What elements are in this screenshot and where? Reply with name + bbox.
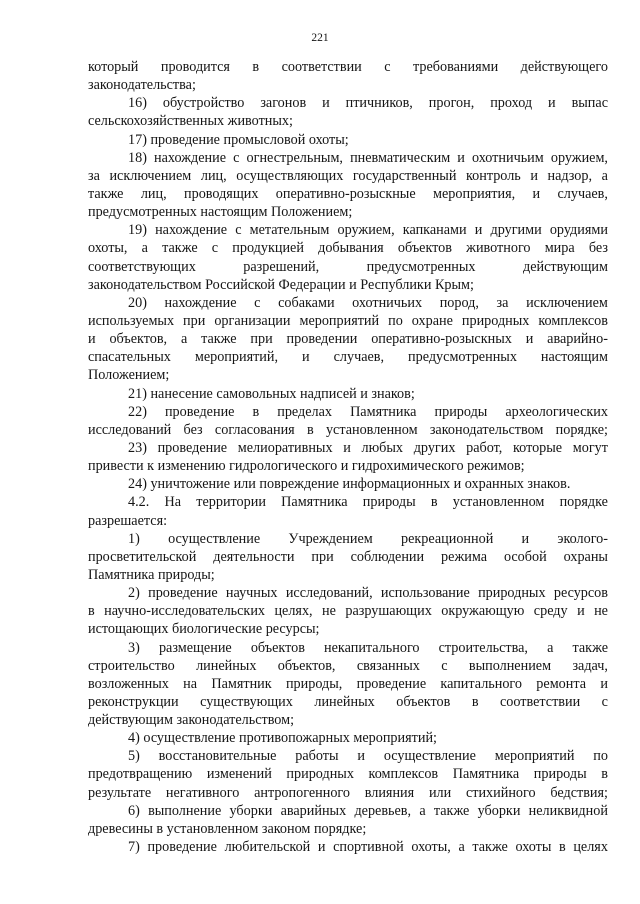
text-word: природы bbox=[533, 766, 587, 783]
text-word: и bbox=[530, 167, 538, 184]
text-word: проведение bbox=[147, 839, 217, 856]
text-word: исследований bbox=[88, 421, 172, 438]
text-line: привести к изменению гидрологического и гидрохимического режимов; bbox=[88, 458, 525, 475]
text-word: животного bbox=[466, 240, 531, 257]
text-word: 3) bbox=[128, 639, 140, 656]
text-word: 20) bbox=[128, 294, 147, 311]
text-line bbox=[88, 58, 608, 76]
text-word: работ, bbox=[466, 439, 503, 456]
text-line bbox=[88, 149, 608, 167]
text-word: исключением bbox=[526, 294, 608, 311]
text-word: огнестрельным, bbox=[246, 149, 343, 166]
text-word: с bbox=[235, 222, 242, 239]
text-word: охотничьим bbox=[471, 149, 544, 166]
text-word: а bbox=[141, 240, 148, 257]
text-word: спасательных bbox=[88, 349, 171, 366]
text-word: окружающую bbox=[441, 603, 525, 620]
text-word: мероприятий bbox=[494, 748, 575, 765]
text-word: проведение bbox=[164, 403, 235, 420]
text-word: установленном bbox=[452, 494, 545, 511]
text-line bbox=[88, 348, 608, 366]
text-line: законодательством Российской Федерации и Республики Крым; bbox=[88, 276, 474, 293]
text-line bbox=[88, 584, 608, 602]
text-word: целях bbox=[573, 839, 608, 856]
text-word: обустройство bbox=[162, 95, 245, 112]
text-word: ремонта bbox=[536, 675, 587, 692]
text-line bbox=[88, 765, 608, 783]
text-word: 5) bbox=[128, 748, 140, 765]
text-word: комплексов bbox=[538, 312, 608, 329]
text-word: разрушающих bbox=[345, 603, 432, 620]
text-word: который bbox=[88, 59, 139, 75]
text-word: собаками bbox=[278, 294, 335, 311]
text-line: древесины в установленном законом порядке; bbox=[88, 820, 367, 837]
text-line bbox=[88, 94, 608, 112]
text-word: осуществляющих bbox=[236, 167, 344, 184]
text-line bbox=[88, 439, 608, 457]
text-line bbox=[88, 657, 608, 675]
text-word: и bbox=[577, 603, 585, 620]
text-word: не bbox=[594, 603, 608, 620]
text-line: действующим законодательством; bbox=[88, 712, 295, 729]
text-word: охотничьих bbox=[352, 294, 423, 311]
text-word: 6) bbox=[128, 802, 140, 819]
text-word: проход bbox=[490, 95, 533, 112]
text-word: порядке bbox=[559, 494, 608, 511]
text-word: объектов, bbox=[277, 657, 336, 674]
text-word: действующим bbox=[522, 258, 608, 275]
document-body bbox=[88, 58, 608, 856]
text-word: добывания bbox=[318, 240, 384, 257]
text-word: законодательством bbox=[429, 421, 544, 438]
text-line: 24) уничтожение или повреждение информационных и охранных знаков. bbox=[128, 476, 571, 493]
text-word: капканами bbox=[402, 222, 467, 239]
text-line bbox=[88, 747, 608, 765]
text-word: задач, bbox=[572, 657, 608, 674]
text-word: а bbox=[180, 331, 188, 348]
text-word: действующего bbox=[520, 59, 608, 75]
text-word: охране bbox=[411, 312, 453, 329]
text-word: уборки bbox=[229, 802, 273, 819]
text-word: режима bbox=[441, 548, 488, 565]
text-word: объектов, bbox=[109, 331, 168, 348]
text-word: охоты, bbox=[411, 839, 451, 856]
text-line bbox=[88, 675, 608, 693]
text-word: На bbox=[164, 494, 182, 511]
text-word: проводящих bbox=[184, 185, 259, 202]
text-word: рекреационной bbox=[401, 530, 494, 547]
text-word: строительство bbox=[88, 657, 175, 674]
text-word: нахождение bbox=[154, 149, 227, 166]
text-line: 21) нанесение самовольных надписей и знаков; bbox=[128, 385, 415, 402]
text-word: соблюдении bbox=[350, 548, 425, 565]
text-word: а bbox=[419, 802, 426, 819]
text-word: 4.2. bbox=[128, 494, 150, 511]
text-word: любых bbox=[361, 439, 404, 456]
text-word: мероприятий bbox=[299, 312, 380, 329]
text-word: эколого- bbox=[557, 530, 608, 547]
text-word: природных bbox=[478, 585, 546, 602]
text-word: проведение bbox=[157, 439, 228, 456]
text-line: предусмотренных настоящим Положением; bbox=[88, 204, 353, 221]
text-word: и bbox=[525, 331, 534, 348]
text-line: 4) осуществление противопожарных мероприятий; bbox=[128, 730, 437, 747]
text-word: аварийных bbox=[280, 802, 347, 819]
text-line bbox=[88, 330, 608, 348]
text-line bbox=[88, 312, 608, 330]
text-line bbox=[88, 693, 608, 711]
text-word: неликвидной bbox=[528, 802, 608, 819]
text-word: некапитального bbox=[324, 639, 420, 656]
text-word: природы bbox=[362, 494, 416, 511]
text-word: также bbox=[88, 185, 124, 202]
text-word: метательным bbox=[249, 222, 330, 239]
text-line: разрешается: bbox=[88, 512, 168, 529]
text-word: контроль bbox=[465, 167, 521, 184]
text-word: и bbox=[600, 675, 608, 692]
text-word: других bbox=[413, 439, 456, 456]
text-word: настоящим bbox=[540, 349, 608, 366]
text-word: и bbox=[457, 149, 465, 166]
text-word: и bbox=[317, 839, 326, 856]
text-word: мероприятия, bbox=[433, 185, 516, 202]
text-word: Памятника bbox=[350, 403, 417, 420]
text-word: просветительской bbox=[88, 548, 197, 565]
text-word: пределах bbox=[277, 403, 333, 420]
text-word: предусмотренных bbox=[366, 258, 476, 275]
text-word: другими bbox=[490, 222, 542, 239]
text-word: надзор, bbox=[547, 167, 593, 184]
text-word: осуществление bbox=[383, 748, 476, 765]
text-word: связанных bbox=[356, 657, 420, 674]
text-word: Учреждением bbox=[288, 530, 373, 547]
text-line bbox=[88, 294, 608, 312]
text-word: влияния bbox=[364, 784, 415, 801]
text-word: Памятник bbox=[211, 675, 272, 692]
text-line: законодательства; bbox=[88, 77, 196, 94]
text-word: и bbox=[322, 95, 330, 112]
text-word: любительской bbox=[224, 839, 311, 856]
text-word: без bbox=[588, 240, 608, 257]
text-word: также bbox=[162, 240, 198, 257]
text-word: с bbox=[233, 149, 240, 166]
text-word: выпас bbox=[571, 95, 608, 112]
text-word: случаев, bbox=[333, 349, 385, 366]
text-line: сельскохозяйственных животных; bbox=[88, 113, 293, 130]
text-word: 7) bbox=[128, 839, 140, 856]
text-word: аварийно- bbox=[547, 331, 608, 348]
text-word: без bbox=[183, 421, 203, 438]
text-line bbox=[88, 802, 608, 820]
text-word: бедствия; bbox=[550, 784, 608, 801]
text-word: соответствующих bbox=[88, 258, 196, 275]
text-word: мира bbox=[544, 240, 575, 257]
text-word: пород, bbox=[439, 294, 479, 311]
text-word: Памятника bbox=[452, 766, 520, 783]
text-word: в bbox=[88, 603, 95, 620]
text-word: особой bbox=[503, 548, 547, 565]
text-line bbox=[88, 784, 608, 802]
text-word: при bbox=[250, 331, 273, 348]
text-word: в bbox=[252, 59, 260, 75]
text-word: в bbox=[559, 839, 566, 856]
text-word: проведение bbox=[148, 585, 218, 602]
text-word: порядке; bbox=[555, 421, 608, 438]
text-word: 18) bbox=[128, 149, 147, 166]
text-word: уборки bbox=[477, 802, 521, 819]
text-word: оружием, bbox=[337, 222, 395, 239]
text-word: научно-исследовательских bbox=[104, 603, 266, 620]
text-word: также bbox=[433, 802, 470, 819]
text-word: негативного bbox=[165, 784, 240, 801]
text-word: Памятника bbox=[281, 494, 348, 511]
text-word: также bbox=[472, 839, 508, 856]
text-line: Положением; bbox=[88, 367, 170, 384]
text-word: объектов bbox=[396, 693, 451, 710]
text-word: проводится bbox=[160, 59, 230, 75]
text-word: при bbox=[311, 548, 334, 565]
text-line bbox=[88, 167, 608, 185]
text-word: на bbox=[183, 675, 198, 692]
text-word: охоты bbox=[515, 839, 552, 856]
text-word: 16) bbox=[128, 95, 147, 112]
text-word: стихийного bbox=[465, 784, 536, 801]
text-word: или bbox=[428, 784, 452, 801]
text-word: исключением bbox=[109, 167, 192, 184]
text-word: также bbox=[572, 639, 608, 656]
text-word: которые bbox=[512, 439, 563, 456]
text-word: антропогенного bbox=[254, 784, 350, 801]
text-word: реконструкции bbox=[88, 693, 179, 710]
text-word: целях, bbox=[274, 603, 313, 620]
text-word: проведение bbox=[356, 675, 427, 692]
text-word: строительства, bbox=[438, 639, 528, 656]
text-word: и bbox=[532, 185, 541, 202]
text-word: лиц, bbox=[200, 167, 227, 184]
text-word: среду bbox=[533, 603, 568, 620]
text-word: прогон, bbox=[428, 95, 475, 112]
text-word: с bbox=[211, 240, 219, 257]
text-word: птичников, bbox=[345, 95, 413, 112]
text-word: при bbox=[183, 312, 206, 329]
text-word: с bbox=[384, 59, 391, 75]
text-word: возложенных bbox=[88, 675, 169, 692]
text-word: объектов bbox=[397, 240, 452, 257]
text-word: использование bbox=[380, 585, 470, 602]
text-word: за bbox=[496, 294, 509, 311]
text-word: 19) bbox=[128, 222, 147, 239]
text-line bbox=[88, 258, 608, 276]
text-word: 22) bbox=[128, 403, 147, 420]
text-word: а bbox=[547, 639, 554, 656]
text-word: 1) bbox=[128, 530, 140, 547]
text-word: 2) bbox=[128, 585, 140, 602]
text-word: лиц, bbox=[140, 185, 167, 202]
text-word: мероприятий, bbox=[194, 349, 279, 366]
text-line bbox=[88, 493, 608, 511]
text-word: осуществление bbox=[168, 530, 261, 547]
text-word: а bbox=[601, 167, 608, 184]
text-line bbox=[88, 639, 608, 657]
text-word: в bbox=[471, 693, 479, 710]
text-word: в bbox=[252, 403, 260, 420]
text-word: и bbox=[343, 439, 351, 456]
text-line: 17) проведение промысловой охоты; bbox=[128, 131, 349, 148]
text-word: установленном bbox=[325, 421, 418, 438]
text-word: выполнение bbox=[148, 802, 222, 819]
text-word: используемых bbox=[88, 312, 175, 329]
text-word: государственный bbox=[352, 167, 457, 184]
text-word: изменений bbox=[206, 766, 272, 783]
text-word: а bbox=[458, 839, 465, 856]
text-word: в bbox=[430, 494, 438, 511]
text-line bbox=[88, 838, 608, 856]
text-word: организации bbox=[214, 312, 291, 329]
text-word: выполнением bbox=[468, 657, 552, 674]
text-word: случаев, bbox=[557, 185, 608, 202]
text-word: по bbox=[388, 312, 403, 329]
text-word: орудиями bbox=[549, 222, 608, 239]
text-word: научных bbox=[225, 585, 278, 602]
text-word: и bbox=[357, 748, 365, 765]
text-line bbox=[88, 602, 608, 620]
text-word: деревьев, bbox=[354, 802, 412, 819]
text-word: не bbox=[322, 603, 336, 620]
text-line bbox=[88, 221, 608, 239]
text-word: объектов bbox=[250, 639, 305, 656]
text-line: Памятника природы; bbox=[88, 566, 215, 583]
text-word: соответствии bbox=[281, 59, 362, 75]
text-line bbox=[88, 530, 608, 548]
text-word: 23) bbox=[128, 439, 147, 456]
text-word: в bbox=[601, 766, 608, 783]
text-word: могут bbox=[572, 439, 608, 456]
text-word: соответствии bbox=[500, 693, 581, 710]
text-word: восстановительные bbox=[158, 748, 277, 765]
text-word: археологических bbox=[505, 403, 608, 420]
text-word: проведении bbox=[286, 331, 358, 348]
text-word: согласования bbox=[214, 421, 295, 438]
text-word: размещение bbox=[158, 639, 232, 656]
text-word: с bbox=[441, 657, 448, 674]
text-word: разрешений, bbox=[243, 258, 320, 275]
text-word: пневматическим bbox=[350, 149, 451, 166]
text-word: в bbox=[306, 421, 314, 438]
text-word: линейных bbox=[314, 693, 375, 710]
text-word: территории bbox=[196, 494, 266, 511]
text-word: существующих bbox=[200, 693, 293, 710]
text-word: природных bbox=[286, 766, 354, 783]
text-word: и bbox=[474, 222, 483, 239]
text-word: спортивной bbox=[333, 839, 404, 856]
text-word: природы bbox=[434, 403, 488, 420]
text-word: капитального bbox=[440, 675, 522, 692]
text-word: также bbox=[201, 331, 237, 348]
text-word: нахождение bbox=[164, 294, 237, 311]
text-word: оружием, bbox=[550, 149, 608, 166]
text-line bbox=[88, 403, 608, 421]
text-word: загонов bbox=[260, 95, 307, 112]
text-word: результате bbox=[88, 784, 152, 801]
text-word: природы, bbox=[285, 675, 343, 692]
text-word: и bbox=[521, 530, 530, 547]
text-word: охраны bbox=[563, 548, 608, 565]
text-word: с bbox=[254, 294, 261, 311]
text-word: ресурсов bbox=[553, 585, 608, 602]
text-word: нахождение bbox=[155, 222, 228, 239]
text-word: за bbox=[88, 167, 100, 184]
text-word: охоты, bbox=[88, 240, 128, 257]
text-word: природных bbox=[461, 312, 530, 329]
text-line bbox=[88, 185, 608, 203]
text-word: работы bbox=[295, 748, 339, 765]
text-word: оперативно-розыскных bbox=[371, 331, 512, 348]
text-word: с bbox=[601, 693, 608, 710]
text-word: предусмотренных bbox=[408, 349, 517, 366]
text-line: истощающих биологические ресурсы; bbox=[88, 621, 320, 638]
text-word: и bbox=[88, 331, 96, 348]
text-word: деятельности bbox=[213, 548, 295, 565]
text-word: и bbox=[548, 95, 556, 112]
text-word: продукцией bbox=[232, 240, 304, 257]
text-word: требованиями bbox=[413, 59, 499, 75]
text-line bbox=[88, 548, 608, 566]
text-word: и bbox=[302, 349, 310, 366]
page-number: 221 bbox=[311, 32, 329, 44]
text-line bbox=[88, 239, 608, 257]
text-word: комплексов bbox=[368, 766, 439, 783]
text-word: мелиоративных bbox=[237, 439, 333, 456]
text-line bbox=[88, 421, 608, 439]
text-word: предотвращению bbox=[88, 766, 193, 783]
text-word: исследований, bbox=[285, 585, 373, 602]
text-word: оперативно-розыскные bbox=[275, 185, 416, 202]
text-word: по bbox=[593, 748, 608, 765]
text-word: линейных bbox=[196, 657, 257, 674]
